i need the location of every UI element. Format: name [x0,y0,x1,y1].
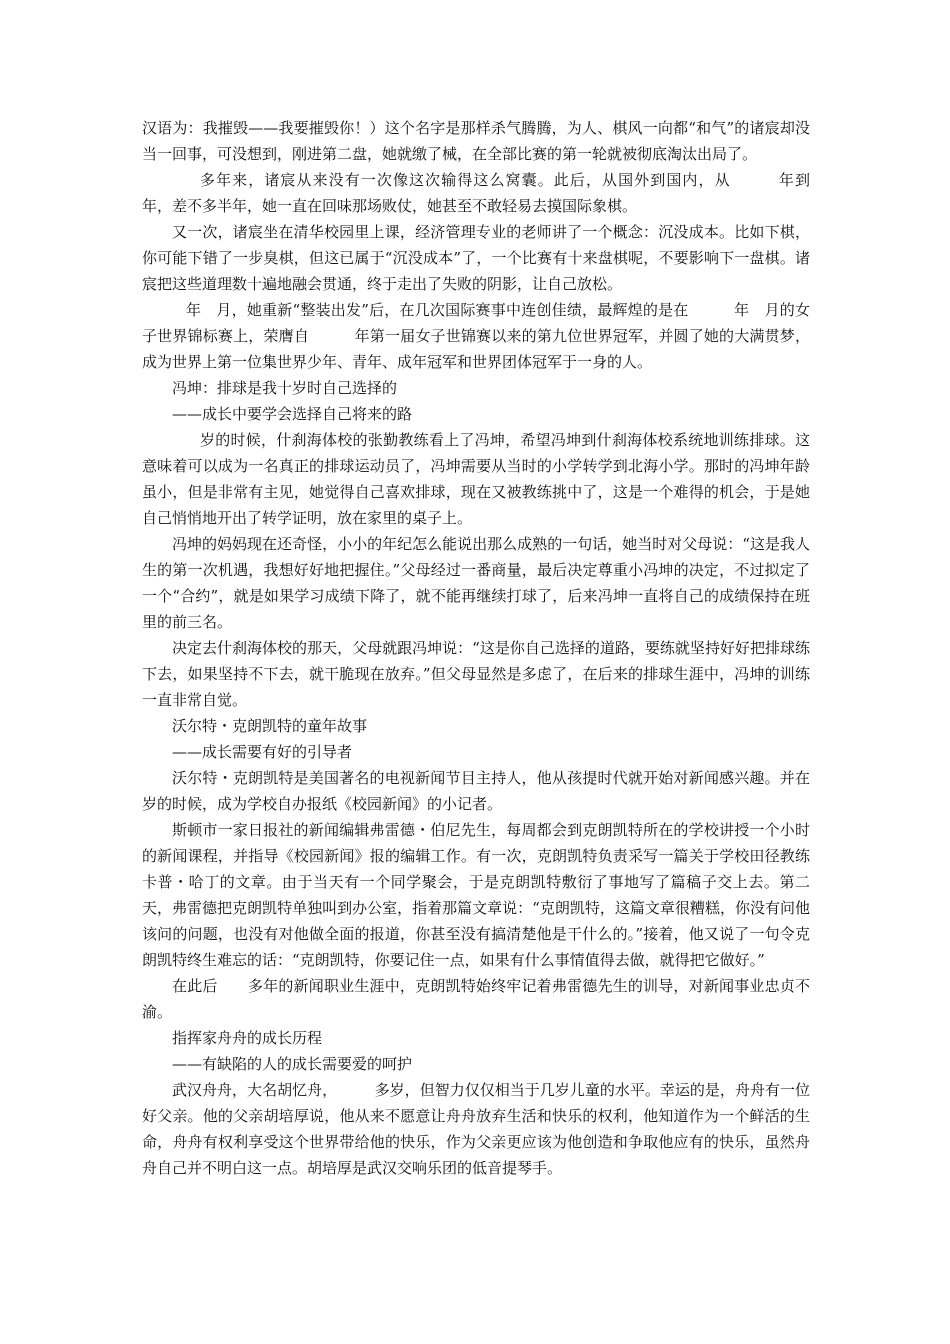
paragraph: 武汉舟舟，大名胡忆舟， 多岁，但智力仅仅相当于几岁儿童的水平。幸运的是，舟舟有一位好父亲。他的父亲胡培厚说，他从来不愿意让舟舟放弃生活和快乐的权利，他知道作为一个鲜活的生命，舟舟有权利享受这个世界带给他的快乐，作为父亲更应该为他创造和争取他应有的快乐，虽然舟舟自己并不明白这一点。胡培厚是武汉交响乐团的低音提琴手。 [142,1081,810,1177]
paragraph: 冯坤的妈妈现在还奇怪，小小的年纪怎么能说出那么成熟的一句话，她当时对父母说：“这是我人生的第一次机遇，我想好好地把握住。”父母经过一番商量，最后决定尊重小冯坤的决定，不过拟定了一个“合约”，就是如果学习成绩下降了，就不能再继续打球了，后来冯坤一直将自己的成绩保持在班里的前三名。 [142,535,810,631]
paragraph: 沃尔特・克朗凯特是美国著名的电视新闻节目主持人，他从孩提时代就开始对新闻感兴趣。并在 岁的时候，成为学校自办报纸《校园新闻》的小记者。 [142,769,841,813]
section-heading: 冯坤：排球是我十岁时自己选择的 [172,379,398,397]
section-heading: 沃尔特・克朗凯特的童年故事 [172,717,368,735]
paragraph: 决定去什刹海体校的那天，父母就跟冯坤说：“这是你自己选择的道路，要练就坚持好好把排球练下去，如果坚持不下去，就干脆现在放弃。”但父母显然是多虑了，在后来的排球生涯中，冯坤的训练一直非常自觉。 [142,639,810,709]
paragraph: 斯顿市一家日报社的新闻编辑弗雷德・伯尼先生，每周都会到克朗凯特所在的学校讲授一个小时的新闻课程，并指导《校园新闻》报的编辑工作。有一次，克朗凯特负责采写一篇关于学校田径教练卡普・哈丁的文章。由于当天有一个同学聚会，于是克朗凯特敷衍了事地写了篇稿子交上去。第二天，弗雷德把克朗凯特单独叫到办公室，指着那篇文章说：“克朗凯特，这篇文章很糟糕，你没有问他该问的问题，也没有对他做全面的报道，你甚至没有搞清楚他是干什么的。”接着，他又说了一句令克朗凯特终生难忘的话：“克朗凯特，你要记住一点，如果有什么事情值得去做，就得把它做好。” [142,821,810,969]
paragraph: 年 月，她重新“整装出发”后，在几次国际赛事中连创佳绩，最辉煌的是在 年 月的女子世界锦标赛上，荣膺自 年第一届女子世锦赛以来的第九位世界冠军，并圆了她的大满贯梦，成为世界上第一位集世界少年、青年、成年冠军和世界团体冠军于一身的人。 [142,301,810,371]
section-subheading: ——成长中要学会选择自己将来的路 [172,405,413,423]
paragraph: 又一次，诸宸坐在清华校园里上课，经济管理专业的老师讲了一个概念：沉没成本。比如下棋，你可能下错了一步臭棋，但这已属于“沉没成本”了，一个比赛有十来盘棋呢，不要影响下一盘棋。诸宸把这些道理数十遍地融会贯通，终于走出了失败的阴影，让自己放松。 [142,223,810,293]
section-subheading: ——有缺陷的人的成长需要爱的呵护 [172,1055,413,1073]
document-body [142,115,856,1181]
paragraph: 多年来，诸宸从来没有一次像这次输得这么窝囊。此后，从国外到国内，从 年到 年，差不多半年，她一直在回味那场败仗，她甚至不敢轻易去摸国际象棋。 [142,171,856,215]
section-subheading: ——成长需要有好的引导者 [172,743,353,761]
paragraph: 汉语为：我摧毁——我要摧毁你！）这个名字是那样杀气腾腾，为人、棋风一向都“和气”的诸宸却没当一回事，可没想到，刚进第二盘，她就缴了械，在全部比赛的第一轮就被彻底淘汰出局了。 [142,119,810,163]
section-heading: 指挥家舟舟的成长历程 [172,1029,323,1047]
paragraph: 岁的时候，什刹海体校的张勤教练看上了冯坤，希望冯坤到什刹海体校系统地训练排球。这意味着可以成为一名真正的排球运动员了，冯坤需要从当时的小学转学到北海小学。那时的冯坤年龄虽小，但是非常有主见，她觉得自己喜欢排球，现在又被教练挑中了，这是一个难得的机会，于是她自己悄悄地开出了转学证明，放在家里的桌子上。 [142,431,810,527]
paragraph: 在此后 多年的新闻职业生涯中，克朗凯特始终牢记着弗雷德先生的训导，对新闻事业忠贞不渝。 [142,977,810,1021]
